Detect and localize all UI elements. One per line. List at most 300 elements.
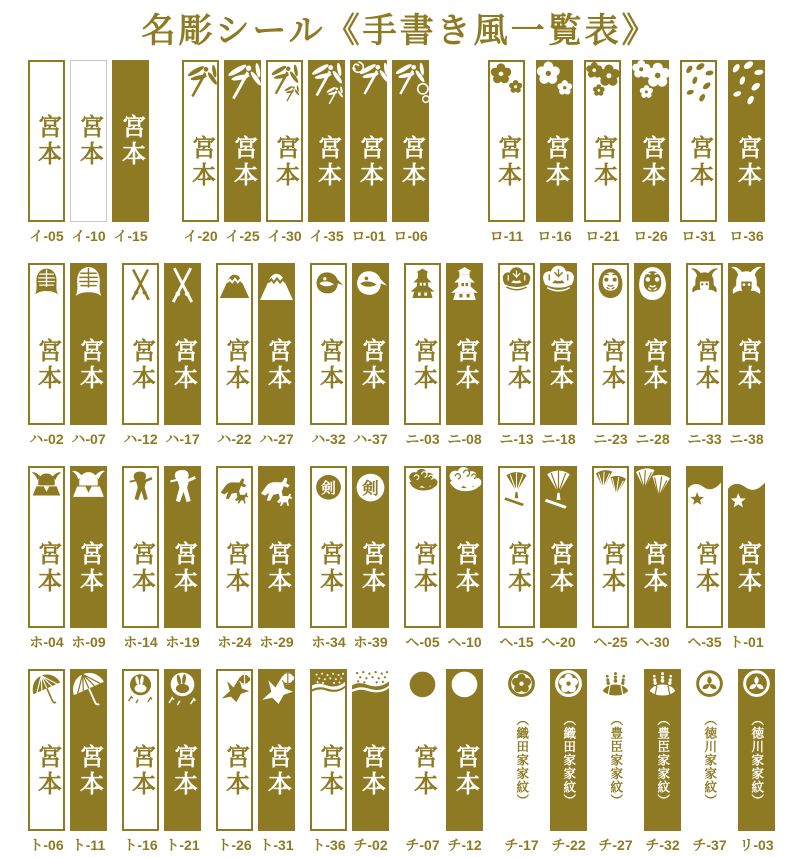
seal-cell xyxy=(258,466,295,652)
seal-イ-05 xyxy=(28,60,65,222)
seal-text-wrap xyxy=(70,313,107,425)
seal-cell xyxy=(28,263,65,449)
moon-rabbit-icon xyxy=(124,671,157,721)
sample-name: 宮本 xyxy=(229,135,257,189)
seal-ト-21 xyxy=(164,669,201,831)
seal-text-wrap xyxy=(597,711,634,831)
seal-code-label: ロ-26 xyxy=(633,228,668,244)
sample-name: 宮本 xyxy=(117,114,145,168)
sample-name: 宮本 xyxy=(545,541,573,595)
seal-ニ-13 xyxy=(498,263,535,425)
seal-チ-32 xyxy=(644,669,681,831)
seal-チ-27 xyxy=(597,669,634,831)
seal-group xyxy=(28,60,149,246)
seal-code-label: ロ-11 xyxy=(489,228,524,244)
seal-code-label: チ-37 xyxy=(692,837,727,853)
seal-group xyxy=(122,263,201,449)
sample-name: 宮本 xyxy=(355,135,383,189)
komon-icon xyxy=(352,669,389,719)
dragonfly-icon xyxy=(224,60,261,110)
seal-text-wrap xyxy=(586,112,619,220)
seal-cell xyxy=(28,60,65,246)
seal-code-label: ト-16 xyxy=(123,837,158,853)
shinai-icon xyxy=(124,265,157,315)
seal-cell xyxy=(308,60,345,246)
sample-name: 宮本 xyxy=(451,541,479,595)
sample-name: 宮本 xyxy=(493,135,521,189)
seal-text-wrap xyxy=(258,313,295,425)
seal-code-label: チ-12 xyxy=(447,837,482,853)
dragonfly-swirl-icon xyxy=(350,60,387,110)
seal-cell xyxy=(446,669,483,855)
seal-cell xyxy=(686,263,723,449)
seal-group xyxy=(182,60,429,246)
sakura-icon xyxy=(632,60,669,110)
bird-icon xyxy=(312,265,345,315)
seal-cell xyxy=(352,466,389,652)
seal-text-wrap xyxy=(30,62,63,220)
toyotomi-mon-icon xyxy=(597,669,634,711)
seal-text-wrap xyxy=(738,711,775,831)
seal-cell xyxy=(392,60,429,246)
seal-ニ-28 xyxy=(634,263,671,425)
seal-text-wrap xyxy=(728,313,765,425)
seal-code-label: ロ-36 xyxy=(729,228,764,244)
sample-name: 宮本 xyxy=(409,338,437,392)
circle-icon xyxy=(446,669,483,719)
seal-code-label: ト-01 xyxy=(729,634,764,650)
sample-name: 宮本 xyxy=(315,338,343,392)
kabuto-icon xyxy=(688,265,721,315)
sample-name: 宮本 xyxy=(75,744,103,798)
toyotomi-mon-icon xyxy=(644,669,681,711)
seal-code-label: ヘ-20 xyxy=(541,634,576,650)
oda-mon-icon xyxy=(550,669,587,711)
dragonfly-rings-icon xyxy=(392,60,429,110)
seal-code-label: ロ-06 xyxy=(393,228,428,244)
sample-name: 宮本 xyxy=(187,135,215,189)
seal-text-wrap xyxy=(728,110,765,222)
seal-group xyxy=(503,669,775,855)
seal-code-label: ホ-39 xyxy=(353,634,388,650)
seal-cell xyxy=(28,669,65,855)
sample-name: 宮本 xyxy=(733,135,761,189)
seal-text-wrap xyxy=(634,313,671,425)
kabuto-doll-icon xyxy=(30,468,63,518)
seal-text-wrap xyxy=(632,110,669,222)
seal-ロ-11 xyxy=(488,60,525,222)
seal-ハ-22 xyxy=(216,263,253,425)
seal-ト-11 xyxy=(70,669,107,831)
sample-name: 宮本 xyxy=(397,135,425,189)
seal-text-wrap xyxy=(550,711,587,831)
seal-cell xyxy=(310,263,347,449)
seal-code-label: チ-17 xyxy=(504,837,539,853)
seal-cell xyxy=(584,60,621,246)
seal-text-wrap xyxy=(688,315,721,423)
seal-ハ-17 xyxy=(164,263,201,425)
crest-label: （徳川家家紋） xyxy=(702,713,717,808)
seal-text-wrap xyxy=(682,112,715,220)
sample-name: 宮本 xyxy=(733,338,761,392)
row-1 xyxy=(0,60,800,246)
sample-name: 宮本 xyxy=(691,541,719,595)
seal-ハ-32 xyxy=(310,263,347,425)
seal-イ-10 xyxy=(70,60,107,222)
seal-code-label: ヘ-35 xyxy=(687,634,722,650)
sample-name: 宮本 xyxy=(409,541,437,595)
seal-group xyxy=(498,466,577,652)
fan-icon xyxy=(500,468,533,518)
seal-ト-16 xyxy=(122,669,159,831)
seal-group xyxy=(404,669,483,855)
petals-icon xyxy=(728,60,765,110)
seal-cell xyxy=(216,263,253,449)
seal-code-label: ヘ-10 xyxy=(447,634,482,650)
seal-code-label: ニ-18 xyxy=(541,431,576,447)
seal-チ-02 xyxy=(352,669,389,831)
seal-イ-35 xyxy=(308,60,345,222)
seal-cell xyxy=(164,669,201,855)
seal-code-label: ヘ-15 xyxy=(499,634,534,650)
seal-ヘ-10 xyxy=(446,466,483,628)
sample-name: 宮本 xyxy=(409,744,437,798)
seal-text-wrap xyxy=(490,112,523,220)
sample-name: 宮本 xyxy=(685,135,713,189)
seal-code-label: ホ-24 xyxy=(217,634,252,650)
sample-name: 宮本 xyxy=(33,744,61,798)
komon-icon xyxy=(312,671,345,721)
row-3 xyxy=(0,466,800,652)
fan-duo-icon xyxy=(634,466,671,516)
seal-text-wrap xyxy=(258,516,295,628)
seal-cell xyxy=(540,263,577,449)
seal-group xyxy=(216,263,295,449)
seal-ロ-16 xyxy=(536,60,573,222)
seal-code-label: ヘ-30 xyxy=(635,634,670,650)
crest-label: （豊臣家家紋） xyxy=(608,713,623,808)
seal-text-wrap xyxy=(30,315,63,423)
samurai-icon xyxy=(164,466,201,516)
seal-ト-06 xyxy=(28,669,65,831)
seal-ロ-36 xyxy=(728,60,765,222)
seal-ニ-03 xyxy=(404,263,441,425)
sample-name: 宮本 xyxy=(733,541,761,595)
seal-code-label: ハ-12 xyxy=(123,431,158,447)
seal-cell xyxy=(122,263,159,449)
seal-text-wrap xyxy=(224,110,261,222)
crest-label: （徳川家家紋） xyxy=(749,713,764,808)
seal-text-wrap xyxy=(446,719,483,831)
seal-code-label: ト-31 xyxy=(259,837,294,853)
plum-icon xyxy=(536,60,573,110)
page-title: 名彫シール《手書き風一覧表》 xyxy=(141,12,659,50)
sample-name: 宮本 xyxy=(639,541,667,595)
seal-ニ-08 xyxy=(446,263,483,425)
seal-ヘ-35 xyxy=(686,466,723,628)
seal-code-label: ハ-02 xyxy=(29,431,64,447)
seal-text-wrap xyxy=(536,110,573,222)
seal-group xyxy=(686,263,765,449)
seal-group xyxy=(216,669,295,855)
seal-text-wrap xyxy=(30,518,63,626)
seal-code-label: ハ-22 xyxy=(217,431,252,447)
seal-text-wrap xyxy=(503,711,540,831)
seal-cell xyxy=(224,60,261,246)
seal-text-wrap xyxy=(112,60,149,222)
seal-text-wrap xyxy=(500,518,533,626)
seal-cell xyxy=(122,669,159,855)
sample-name: 宮本 xyxy=(451,744,479,798)
seal-code-label: ホ-34 xyxy=(311,634,346,650)
umbrella-icon xyxy=(70,669,107,719)
crane-temari-icon xyxy=(258,669,295,719)
seal-text-wrap xyxy=(218,721,251,829)
sample-name: 宮本 xyxy=(263,541,291,595)
castle-icon xyxy=(446,263,483,313)
seal-cell xyxy=(686,466,723,652)
sample-name: 宮本 xyxy=(33,114,61,168)
seal-text-wrap xyxy=(392,110,429,222)
seal-cell xyxy=(112,60,149,246)
seal-ハ-02 xyxy=(28,263,65,425)
seal-code-label: ハ-27 xyxy=(259,431,294,447)
seal-リ-03 xyxy=(738,669,775,831)
seal-text-wrap xyxy=(184,112,217,220)
wave-maple-icon xyxy=(688,468,721,518)
seal-code-label: イ-30 xyxy=(267,228,302,244)
seal-ハ-27 xyxy=(258,263,295,425)
seal-ロ-01 xyxy=(350,60,387,222)
seal-code-label: チ-02 xyxy=(353,837,388,853)
seal-cell xyxy=(70,466,107,652)
seal-code-label: ヘ-25 xyxy=(593,634,628,650)
seal-cell xyxy=(350,60,387,246)
men-icon xyxy=(30,265,63,315)
seal-cell xyxy=(536,60,573,246)
dragonfly-pair-icon xyxy=(308,60,345,110)
seal-code-label: チ-32 xyxy=(645,837,680,853)
seal-text-wrap xyxy=(644,711,681,831)
seal-text-wrap xyxy=(164,313,201,425)
sample-name: 宮本 xyxy=(451,338,479,392)
seal-group xyxy=(592,263,671,449)
sample-name: 宮本 xyxy=(545,338,573,392)
seal-text-wrap xyxy=(634,516,671,628)
seal-ホ-39 xyxy=(352,466,389,628)
daruma-icon xyxy=(634,263,671,313)
sample-name: 宮本 xyxy=(127,338,155,392)
seal-cell xyxy=(310,669,347,855)
seal-cell xyxy=(182,60,219,246)
seal-cell xyxy=(728,263,765,449)
tokugawa-mon-icon xyxy=(738,669,775,711)
seal-cell xyxy=(446,466,483,652)
seal-cell xyxy=(446,263,483,449)
seal-text-wrap xyxy=(164,516,201,628)
seal-ヘ-15 xyxy=(498,466,535,628)
petals-icon xyxy=(682,62,715,112)
seal-code-label: ロ-01 xyxy=(351,228,386,244)
sample-name: 宮本 xyxy=(313,135,341,189)
seal-code-label: ニ-28 xyxy=(635,431,670,447)
seal-text-wrap xyxy=(404,719,441,831)
seal-ハ-37 xyxy=(352,263,389,425)
wave-maple-icon xyxy=(728,466,765,516)
seal-cell xyxy=(70,669,107,855)
seal-cell xyxy=(164,263,201,449)
seal-text-wrap xyxy=(728,516,765,628)
sample-name: 宮本 xyxy=(169,744,197,798)
sample-name: 宮本 xyxy=(691,338,719,392)
crest-label: （織田家家紋） xyxy=(514,713,529,808)
seal-cell xyxy=(644,669,681,855)
seal-cell xyxy=(258,669,295,855)
seal-code-label: ロ-21 xyxy=(585,228,620,244)
horses-icon xyxy=(218,468,251,518)
ken-seal-icon xyxy=(312,468,345,518)
sample-name: 宮本 xyxy=(597,338,625,392)
seal-code-label: ハ-17 xyxy=(165,431,200,447)
seal-cell xyxy=(404,466,441,652)
seal-text-wrap xyxy=(594,518,627,626)
sample-name: 宮本 xyxy=(503,541,531,595)
seal-text-wrap xyxy=(352,516,389,628)
seal-ヘ-05 xyxy=(404,466,441,628)
seal-cell xyxy=(28,466,65,652)
seal-group xyxy=(216,466,295,652)
seal-code-label: イ-25 xyxy=(225,228,260,244)
seal-cell xyxy=(634,263,671,449)
kabuto-icon xyxy=(728,263,765,313)
seal-group xyxy=(28,263,107,449)
seal-cell xyxy=(503,669,540,855)
seal-group xyxy=(28,669,107,855)
seal-cell xyxy=(540,466,577,652)
crest-label: （豊臣家家紋） xyxy=(655,713,670,808)
seal-code-label: ニ-13 xyxy=(499,431,534,447)
seal-text-wrap xyxy=(352,719,389,831)
bird-icon xyxy=(352,263,389,313)
seal-ロ-26 xyxy=(632,60,669,222)
tokugawa-mon-icon xyxy=(691,669,728,711)
seal-チ-37 xyxy=(691,669,728,831)
seal-ト-01 xyxy=(728,466,765,628)
seal-text-wrap xyxy=(406,518,439,626)
castle-icon xyxy=(406,265,439,315)
seal-cell xyxy=(597,669,634,855)
clouds-icon xyxy=(406,468,439,518)
seal-チ-07 xyxy=(404,669,441,831)
seal-ハ-07 xyxy=(70,263,107,425)
clouds-icon xyxy=(446,466,483,516)
circle-icon xyxy=(404,669,441,719)
row-2 xyxy=(0,263,800,449)
seal-cell xyxy=(634,466,671,652)
seal-code-label: ホ-19 xyxy=(165,634,200,650)
seal-code-label: ホ-04 xyxy=(29,634,64,650)
sample-name: 宮本 xyxy=(271,135,299,189)
seal-ホ-29 xyxy=(258,466,295,628)
seal-cell xyxy=(258,263,295,449)
seal-code-label: チ-07 xyxy=(405,837,440,853)
seal-text-wrap xyxy=(218,315,251,423)
sample-name: 宮本 xyxy=(33,541,61,595)
seal-ホ-09 xyxy=(70,466,107,628)
seal-group xyxy=(488,60,765,246)
seal-ニ-33 xyxy=(686,263,723,425)
dragonfly-icon xyxy=(184,62,217,112)
seal-ヘ-20 xyxy=(540,466,577,628)
sample-name: 宮本 xyxy=(315,541,343,595)
seal-text-wrap xyxy=(70,516,107,628)
seal-text-wrap xyxy=(124,315,157,423)
kabuto-doll-icon xyxy=(70,466,107,516)
seal-ロ-31 xyxy=(680,60,717,222)
sample-name: 宮本 xyxy=(357,541,385,595)
seal-cell xyxy=(266,60,303,246)
seal-text-wrap xyxy=(312,518,345,626)
seal-チ-22 xyxy=(550,669,587,831)
moon-rabbit-icon xyxy=(164,669,201,719)
sakura-icon xyxy=(586,62,619,112)
seal-cell xyxy=(352,669,389,855)
sample-name: 宮本 xyxy=(639,338,667,392)
crest-label: （織田家家紋） xyxy=(561,713,576,808)
sample-name: 宮本 xyxy=(221,744,249,798)
seal-cell xyxy=(122,466,159,652)
seal-code-label: ロ-16 xyxy=(537,228,572,244)
seal-group xyxy=(592,466,671,652)
sample-name: 宮本 xyxy=(263,338,291,392)
plum-icon xyxy=(490,62,523,112)
sample-name: 宮本 xyxy=(75,338,103,392)
seal-code-label: イ-10 xyxy=(71,228,106,244)
seal-group xyxy=(498,263,577,449)
sample-name: 宮本 xyxy=(127,744,155,798)
seal-code-label: ハ-07 xyxy=(71,431,106,447)
men-icon xyxy=(70,263,107,313)
sample-name: 宮本 xyxy=(637,135,665,189)
seal-cell xyxy=(738,669,775,855)
sample-name: 宮本 xyxy=(169,541,197,595)
seal-ト-31 xyxy=(258,669,295,831)
seal-code-label: イ-20 xyxy=(183,228,218,244)
seal-ホ-19 xyxy=(164,466,201,628)
seal-code-label: ニ-23 xyxy=(593,431,628,447)
seal-ホ-24 xyxy=(216,466,253,628)
row-4 xyxy=(0,669,800,855)
seal-code-label: ハ-37 xyxy=(353,431,388,447)
seal-チ-12 xyxy=(446,669,483,831)
seal-code-label: ト-21 xyxy=(165,837,200,853)
seal-group xyxy=(686,466,765,652)
seal-group xyxy=(122,669,201,855)
sample-name: 宮本 xyxy=(221,541,249,595)
seal-text-wrap xyxy=(312,721,345,829)
seal-ト-36 xyxy=(310,669,347,831)
seal-text-wrap xyxy=(406,315,439,423)
seal-text-wrap xyxy=(350,110,387,222)
seal-cell xyxy=(164,466,201,652)
seal-イ-20 xyxy=(182,60,219,222)
horses-icon xyxy=(258,466,295,516)
seal-cell xyxy=(70,60,107,246)
seal-ニ-18 xyxy=(540,263,577,425)
seal-text-wrap xyxy=(218,518,251,626)
seal-cell xyxy=(691,669,728,855)
seal-cell xyxy=(728,466,765,652)
